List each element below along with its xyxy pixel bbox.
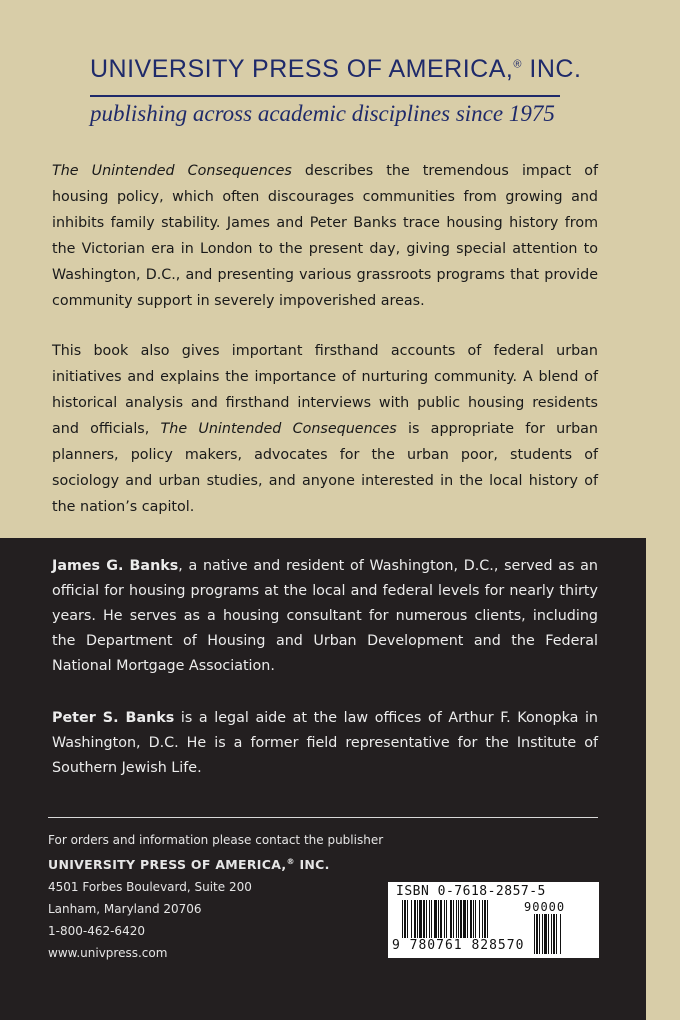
barcode-addon-bar <box>553 914 555 954</box>
contact-divider <box>48 817 598 818</box>
barcode-addon-bar <box>534 914 535 954</box>
barcode-bar <box>404 900 406 938</box>
blurb-paragraph-1: The Unintended Consequences describes the tremendous impact of housing policy, which often discourages communities from growing and inhibits family stability. James and Peter Banks trace housing history from the Victorian era in London to the present day, giving special attention to Washington, D.C., and presenting various grassroots programs that provide community support in severely impoverished areas. <box>52 163 598 309</box>
barcode-bar <box>402 900 403 938</box>
barcode-bar <box>479 900 480 938</box>
author-name: James G. Banks <box>52 558 179 574</box>
barcode-bar <box>440 900 442 938</box>
barcode-bar <box>411 900 412 938</box>
barcode-bar <box>456 900 457 938</box>
barcode-addon-bar <box>551 914 552 954</box>
blurb-paragraph-2: This book also gives important firsthand accounts of federal urban initiatives and explains the importance of nurturing community. A blend of historical analysis and firsthand interviews with public housing residents and officials, The Unintended Consequences is appropriate for urban planners, policy makers, advocates for the urban poor, students of sociology and urban studies, and anyone interested in the local history of the nation’s capitol. <box>52 343 598 515</box>
barcode-bar <box>444 900 445 938</box>
barcode-addon-bar <box>536 914 538 954</box>
barcode-bar <box>470 900 472 938</box>
contact-website: www.univpress.com <box>48 946 168 961</box>
barcode-bar <box>417 900 418 938</box>
heading-divider <box>90 95 560 97</box>
publisher-heading: UNIVERSITY PRESS OF AMERICA,® INC. <box>90 55 582 83</box>
barcode-bar <box>473 900 474 938</box>
barcode-bar <box>453 900 454 938</box>
barcode-bar <box>426 900 427 938</box>
barcode-bar <box>407 900 408 938</box>
contact-publisher: UNIVERSITY PRESS OF AMERICA,® INC. <box>48 857 330 873</box>
author-name: Peter S. Banks <box>52 710 175 726</box>
barcode-bar <box>475 900 476 938</box>
book-title: The Unintended Consequences <box>160 421 397 437</box>
barcode-addon-bar <box>548 914 549 954</box>
barcode-bar <box>429 900 430 938</box>
barcode-addon-bar <box>556 914 557 954</box>
author-bio-peter: Peter S. Banks is a legal aide at the law offices of Arthur F. Konopka in Washington, D.C. He is a former field representative for the Institute of Southern Jewish Life. <box>52 710 598 776</box>
contact-block <box>48 829 383 964</box>
barcode-bar <box>431 900 432 938</box>
author-bio-james: James G. Banks, a native and resident of Washington, D.C., served as an official for housing programs at the local and federal levels for nearly thirty years. He serves as a housing consultant for numerous clients, including the Department of Housing and Urban Development and the Federal National Mortgage Association. <box>52 558 598 674</box>
barcode-bar <box>467 900 468 938</box>
barcode-digits: 9 780761 828570 <box>392 938 525 953</box>
isbn-label: ISBN 0-7618-2857-5 <box>396 884 546 899</box>
publisher-tagline: publishing across academic disciplines since 1975 <box>90 101 555 126</box>
barcode-bar <box>438 900 439 938</box>
barcode-bar <box>482 900 483 938</box>
barcode-bar <box>458 900 459 938</box>
barcode-addon-bar <box>544 914 547 954</box>
barcode-bar <box>423 900 425 938</box>
contact-phone: 1-800-462-6420 <box>48 924 145 939</box>
barcode-bar <box>419 900 422 938</box>
barcode-bar <box>434 900 437 938</box>
barcode-bar <box>463 900 466 938</box>
barcode-addon-bar <box>560 914 561 954</box>
barcode-addon-bar <box>542 914 543 954</box>
barcode-bar <box>450 900 452 938</box>
price-code: 90000 <box>524 900 566 914</box>
barcode-bar <box>484 900 486 938</box>
isbn-barcode <box>388 882 599 958</box>
barcode-bar <box>487 900 488 938</box>
contact-address-line-2: Lanham, Maryland 20706 <box>48 902 202 917</box>
spine-edge <box>646 538 680 1020</box>
barcode-bar <box>460 900 462 938</box>
contact-intro: For orders and information please contact the publisher <box>48 833 384 847</box>
barcode-addon-bar <box>539 914 540 954</box>
contact-address-line-1: 4501 Forbes Boulevard, Suite 200 <box>48 880 252 895</box>
barcode-bar <box>414 900 416 938</box>
barcode-bar <box>446 900 447 938</box>
book-title: The Unintended Consequences <box>52 163 292 179</box>
